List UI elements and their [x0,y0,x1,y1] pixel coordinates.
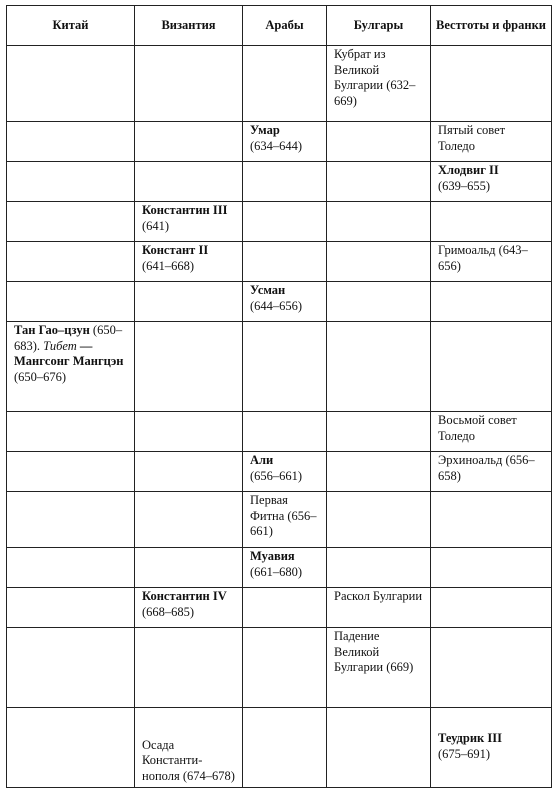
cell-visigoths-franks [431,322,552,412]
event-text: Эрхиноальд (656–658) [438,453,535,483]
cell-byzantium [135,46,243,122]
cell-byzantium [135,588,243,628]
cell-arabs [243,322,327,412]
cell-visigoths-franks [431,202,552,242]
cell-china [7,628,135,708]
table-row [7,322,552,412]
cell-byzantium [135,628,243,708]
event-text: Кубрат из Великой Булгарии (632–669) [334,47,416,108]
cell-visigoths-franks [431,242,552,282]
cell-byzantium [135,122,243,162]
cell-china [7,492,135,548]
header-byzantium: Византия [135,6,243,46]
cell-byzantium [135,242,243,282]
table-row [7,242,552,282]
cell-china [7,588,135,628]
ruler-name: Констант II [142,243,209,257]
ruler-years: (641) [142,218,170,233]
event-text: Падение Великой Булгарии (669) [334,629,414,674]
table-row [7,708,552,788]
header-arabs: Арабы [243,6,327,46]
event-text: Пятый совет Толедо [438,123,506,153]
header-china: Китай [7,6,135,46]
cell-bulgars [327,282,431,322]
ruler-name: Константин III [142,203,228,217]
cell-byzantium [135,708,243,788]
cell-china [7,452,135,492]
cell-china [7,708,135,788]
cell-china [7,122,135,162]
header-visigoths-franks: Вестготы и франки [431,6,552,46]
table-row [7,452,552,492]
cell-bulgars [327,46,431,122]
cell-byzantium [135,162,243,202]
table-row [7,122,552,162]
cell-visigoths-franks [431,708,552,788]
cell-china [7,282,135,322]
cell-china [7,322,135,412]
cell-byzantium [135,322,243,412]
event-text: Восьмой совет Толедо [438,413,517,443]
cell-visigoths-franks [431,412,552,452]
cell-visigoths-franks [431,282,552,322]
cell-china [7,46,135,122]
ruler-years: (639–655) [438,178,491,193]
cell-arabs [243,452,327,492]
cell-arabs [243,282,327,322]
ruler-years: (650–676) [14,369,67,384]
table-row [7,628,552,708]
cell-arabs [243,242,327,282]
cell-visigoths-franks [431,628,552,708]
cell-visigoths-franks [431,492,552,548]
ruler-years: (661–680) [250,564,303,579]
cell-china [7,162,135,202]
cell-visigoths-franks [431,46,552,122]
cell-bulgars [327,452,431,492]
cell-visigoths-franks [431,548,552,588]
cell-byzantium [135,282,243,322]
cell-visigoths-franks [431,452,552,492]
event-text: Осада Константи-нополя (674–678) [142,737,235,783]
ruler-name: Муавия [250,549,295,563]
ruler-name: Константин IV [142,589,227,603]
ruler-years: (634–644) [250,138,303,153]
country-name: Тибет [43,338,77,353]
cell-china [7,412,135,452]
ruler-years: (668–685) [142,604,195,619]
cell-visigoths-franks [431,588,552,628]
cell-bulgars [327,492,431,548]
table-row [7,548,552,588]
cell-arabs [243,46,327,122]
table-row [7,282,552,322]
ruler-name: Усман [250,283,286,297]
cell-visigoths-franks [431,122,552,162]
cell-byzantium [135,548,243,588]
ruler-name: Али [250,453,274,467]
cell-bulgars [327,122,431,162]
table-row [7,202,552,242]
event-text: Первая Фитна (656–661) [250,493,317,538]
cell-china [7,548,135,588]
cell-bulgars [327,162,431,202]
ruler-name: Теудрик III [438,731,502,745]
cell-bulgars [327,412,431,452]
ruler-years: (656–661) [250,468,303,483]
cell-byzantium [135,412,243,452]
cell-byzantium [135,452,243,492]
ruler-years: (644–656) [250,298,303,313]
table-row [7,162,552,202]
table-row [7,412,552,452]
event-text: Гримоальд (643–656) [438,243,528,273]
cell-arabs [243,628,327,708]
ruler-name: Тан Гао–цзун [14,323,90,337]
cell-bulgars [327,708,431,788]
ruler-years: (675–691) [438,746,491,761]
ruler-years: (650–683). [14,323,123,353]
cell-arabs [243,162,327,202]
table-row [7,588,552,628]
cell-arabs [243,412,327,452]
cell-byzantium [135,492,243,548]
chronology-table [6,5,552,788]
cell-visigoths-franks [431,162,552,202]
ruler-name: — Мангсонг Мангцэн [14,338,124,368]
cell-bulgars [327,242,431,282]
cell-arabs [243,492,327,548]
table-row [7,492,552,548]
ruler-name: Умар [250,123,280,137]
event-text: Раскол Булгарии [334,589,423,603]
cell-arabs [243,202,327,242]
cell-bulgars [327,322,431,412]
ruler-name: Хлодвиг II [438,163,499,177]
cell-arabs [243,588,327,628]
cell-bulgars [327,548,431,588]
cell-byzantium [135,202,243,242]
cell-china [7,202,135,242]
cell-arabs [243,708,327,788]
cell-arabs [243,548,327,588]
cell-bulgars [327,628,431,708]
cell-arabs [243,122,327,162]
cell-bulgars [327,588,431,628]
header-bulgars: Булгары [327,6,431,46]
table-row [7,46,552,122]
header-row [7,6,552,46]
ruler-years: (641–668) [142,258,195,273]
cell-bulgars [327,202,431,242]
cell-china [7,242,135,282]
